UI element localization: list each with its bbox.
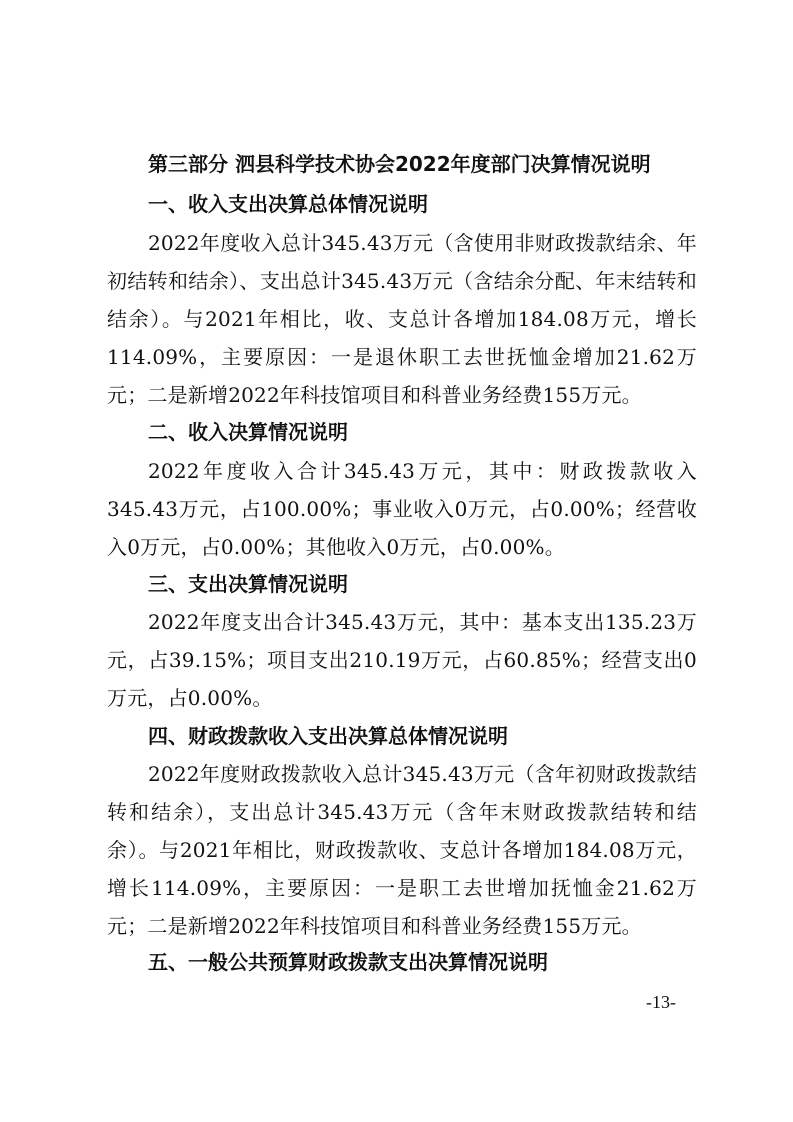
page-number: -13- (646, 992, 676, 1012)
section-heading-1: 一、收入支出决算总体情况说明 (148, 192, 428, 216)
section-heading-5: 五、一般公共预算财政拨款支出决算情况说明 (148, 950, 548, 974)
section-paragraph-2: 2022年度收入合计345.43万元，其中：财政拨款收入345.43万元，占100.00%；事业收入0万元，占0.00%；经营收入0万元，占0.00%；其他收入0万元，占0.00%。 (107, 459, 697, 559)
section-paragraph-4: 2022年度财政拨款收入总计345.43万元（含年初财政拨款结转和结余），支出总计345.43万元（含年末财政拨款结转和结余）。与2021年相比，财政拨款收、支总计各增加184.08万元，增长114.09%，主要原因：一是职工去世增加抚恤金21.62万元；二是新增2022年科技馆项目和科普业务经费155万元。 (107, 762, 697, 938)
document-title: 第三部分 泗县科学技术协会2022年度部门决算情况说明 (148, 152, 651, 176)
section-heading-4: 四、财政拨款收入支出决算总体情况说明 (148, 724, 508, 748)
section-paragraph-3: 2022年度支出合计345.43万元，其中：基本支出135.23万元，占39.15%；项目支出210.19万元，占60.85%；经营支出0万元，占0.00%。 (107, 610, 697, 710)
section-paragraph-1: 2022年度收入总计345.43万元（含使用非财政拨款结余、年初结转和结余）、支出总计345.43万元（含结余分配、年末结转和结余）。与2021年相比，收、支总计各增加184.08万元，增长114.09%，主要原因：一是退休职工去世抚恤金增加21.62万元；二是新增2022年科技馆项目和科普业务经费155万元。 (107, 231, 697, 407)
section-heading-2: 二、收入决算情况说明 (148, 420, 348, 444)
section-heading-3: 三、支出决算情况说明 (148, 572, 348, 596)
